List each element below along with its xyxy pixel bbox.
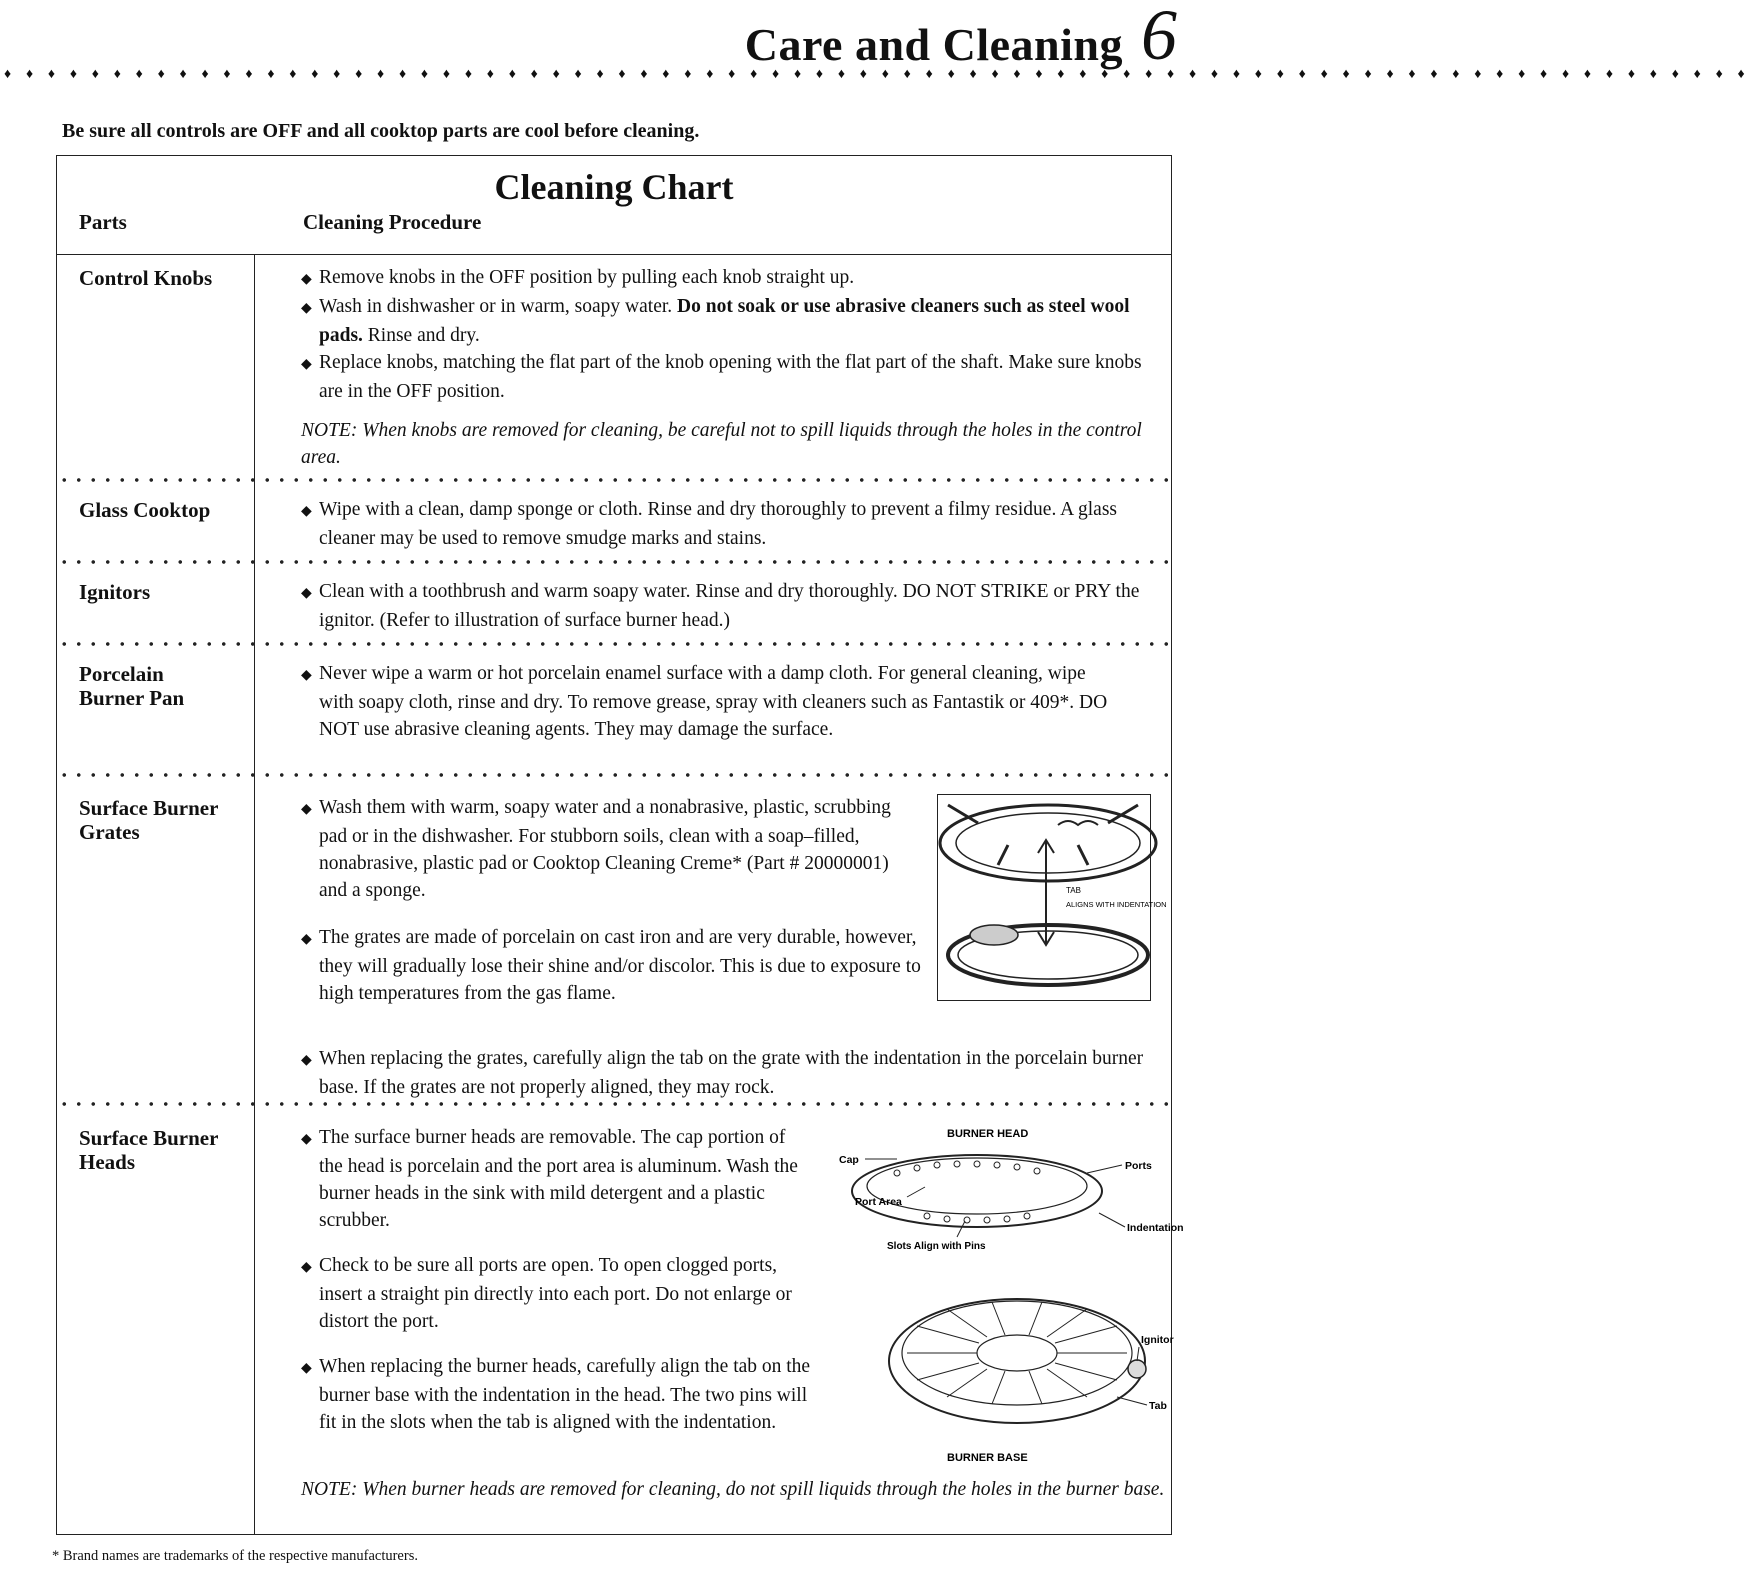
figure-label-aligns-text: ALIGNS WITH INDENTATION [1066, 900, 1167, 909]
bullet-warning: Do not soak or use abrasive cleaners such as steel wool pads. [319, 296, 1130, 346]
column-header-procedure: Cleaning Procedure [303, 210, 482, 234]
part-glass-cooktop: Glass Cooktop [79, 498, 211, 522]
intro-warning: Be sure all controls are OFF and all cooktop parts are cool before cleaning. [62, 120, 700, 142]
bullet-text: When replacing the burner heads, carefully align the tab on the burner base with the indentation in the head. The two pins will fit in the slots when the tab is aligned with the indentation. [319, 1356, 811, 1433]
bullet-text: When replacing the grates, carefully align the tab on the grate with the indentation in the porcelain burner base. If the grates are not properly aligned, they may rock. [319, 1048, 1144, 1098]
bullet-text: Wash in dishwasher or in warm, soapy water. [319, 296, 673, 317]
bullet-text: Remove knobs in the OFF position by pulling each knob straight up. [319, 267, 855, 288]
procedure-ignitors: ◆ Clean with a toothbrush and warm soapy water. Rinse and dry thoroughly. DO NOT STRIKE or PRY the ignitor. (Refer to illustration of surface burner head.) [301, 581, 1140, 631]
page-title: Care and Cleaning [744, 19, 1123, 70]
chapter-number: 6 [1141, 0, 1177, 75]
figure-label-aligns [1066, 900, 1167, 909]
header-divider [57, 254, 1171, 255]
note-control-knobs: NOTE: When knobs are removed for cleaning, be careful not to spill liquids through the holes in the control area. [301, 420, 1142, 468]
bullet-text: Rinse and dry. [367, 325, 480, 346]
procedure-porcelain-burner-pan: ◆ Never wipe a warm or hot porcelain enamel surface with a damp cloth. For general cleaning, wipe with soapy cloth, rinse and dry. To remove grease, spray with cleaners such as Fantastik or 409*. DO NOT use abrasive cleaning agents. They may damage the surface. [301, 663, 1108, 740]
procedure-surface-burner-grates: ◆ Wash them with warm, soapy water and a nonabrasive, plastic, scrubbing pad or in the dishwasher. For stubborn soils, clean with a soap–filled, nonabrasive, plastic pad or Cooktop Cleaning Creme* (Part # 20000001) and a sponge. ◆ The grates are made of porcelain on cast iron and are very durable, however, they will gradually lose their shine and/or discolor. This is due to exposure to high temperatures from the gas flame. [301, 797, 921, 1004]
figure-label-tab: TAB [1066, 886, 1081, 895]
part-control-knobs: Control Knobs [79, 266, 213, 290]
bullet-text: Never wipe a warm or hot porcelain enamel surface with a damp cloth. For general cleaning, wipe with soapy cloth, rinse and dry. To remove grease, spray with cleaners such as Fantastik or 409*. DO NOT use abrasive cleaning agents. They may damage the surface. [319, 663, 1108, 740]
grate-illustration [937, 794, 1167, 1001]
bullet-text: The surface burner heads are removable. The cap portion of the head is porcelain and the port area is aluminum. Wash the burner heads in the sink with mild detergent and a plastic scrubber. [319, 1127, 798, 1231]
bullet-text: Wash them with warm, soapy water and a nonabrasive, plastic, scrubbing pad or in the dishwasher. For stubborn soils, clean with a soap–filled, nonabrasive, plastic pad or Cooktop Cleaning Creme* (Part # 20000001) and a sponge. [319, 797, 891, 901]
part-surface-burner-heads: Surface Burner Heads [79, 1126, 219, 1174]
row-separator [57, 1100, 1171, 1108]
column-divider [254, 254, 255, 1534]
procedure-glass-cooktop: ◆ Wipe with a clean, damp sponge or cloth. Rinse and dry thoroughly to prevent a filmy residue. A glass cleaner may be used to remove smudge marks and stains. [301, 499, 1118, 549]
figure-label-slots: Slots Align with Pins [887, 1241, 986, 1252]
note-text: NOTE: When burner heads are removed for cleaning, do not spill liquids through the holes in the burner base. [301, 1479, 1165, 1500]
row-separator [57, 558, 1171, 566]
part-porcelain-burner-pan: Porcelain Burner Pan [79, 662, 185, 710]
bullet-text: Clean with a toothbrush and warm soapy water. Rinse and dry thoroughly. DO NOT STRIKE or PRY the ignitor. (Refer to illustration of surface burner head.) [319, 581, 1140, 631]
bullet-text: The grates are made of porcelain on cast iron and are very durable, however, they will gradually lose their shine and/or discolor. This is due to exposure to high temperatures from the gas flame. [319, 927, 921, 1004]
procedure-grates-replacing: ◆ When replacing the grates, carefully align the tab on the grate with the indentation in the porcelain burner base. If the grates are not properly aligned, they may rock. [301, 1048, 1144, 1098]
figure-label-indentation: Indentation [1127, 1222, 1184, 1234]
row-separator [57, 640, 1171, 648]
footnote: * Brand names are trademarks of the respective manufacturers. [52, 1548, 418, 1564]
chart-title: Cleaning Chart [494, 167, 734, 207]
column-header-parts: Parts [79, 210, 127, 234]
procedure-control-knobs: ◆ Remove knobs in the OFF position by pulling each knob straight up. ◆ Wash in dishwasher or in warm, soapy water. Do not soak or use abrasive cleaners such as steel wool pads. Rinse and dry. ◆ Replace knobs, matching the flat part of the knob opening with the flat part of the shaft. Make sure knobs are in the OFF position. NOTE: When knobs are removed for cleaning, be careful not to spill liquids through the holes in the control area. [301, 264, 1163, 491]
bullet-text: Check to be sure all ports are open. To open clogged ports, insert a straight pin directly into each port. Do not enlarge or distort the port. [319, 1255, 792, 1332]
cleaning-chart [56, 155, 1184, 1535]
procedure-surface-burner-heads: ◆ The surface burner heads are removable. The cap portion of the head is porcelain and the port area is aluminum. Wash the burner heads in the sink with mild detergent and a plastic scrubber. ◆ Check to be sure all ports are open. To open clogged ports, insert a straight pin directly into each port. Do not enlarge or distort the port. ◆ When replacing the burner heads, carefully align the tab on the burner base with the indentation in the head. The two pins will fit in the slots when the tab is aligned with the indentation. [301, 1127, 811, 1433]
figure-label-burner-head: BURNER HEAD [947, 1128, 1029, 1140]
burner-diagram-icon [787, 1121, 1184, 1466]
part-surface-burner-grates: Surface Burner Grates [79, 796, 219, 844]
burner-illustration [787, 1121, 1184, 1466]
bullet-text: Wipe with a clean, damp sponge or cloth. Rinse and dry thoroughly to prevent a filmy residue. A glass cleaner may be used to remove smudge marks and stains. [319, 499, 1118, 549]
decorative-dot-rule: ♦♦♦♦♦♦♦♦♦♦♦♦♦♦♦♦♦♦♦♦♦♦♦♦♦♦♦♦♦♦♦♦♦♦♦♦♦♦♦♦♦♦♦♦♦♦♦♦♦♦♦♦♦♦♦♦♦♦♦♦♦♦♦♦♦♦♦♦♦♦♦♦♦♦♦♦♦♦♦♦ [4, 67, 1759, 82]
figure-label-ports: Ports [1125, 1160, 1152, 1172]
figure-label-burner-base: BURNER BASE [947, 1452, 1028, 1464]
bullet-text: Replace knobs, matching the flat part of the knob opening with the flat part of the shaft. Make sure knobs are in the OFF position. [319, 352, 1142, 402]
part-ignitors: Ignitors [79, 580, 151, 604]
note-surface-burner-heads [301, 1476, 1166, 1503]
figure-label-cap: Cap [839, 1154, 859, 1166]
row-separator [57, 771, 1171, 779]
row-separator [57, 476, 1171, 484]
figure-label-ignitor: Ignitor [1141, 1334, 1174, 1346]
figure-label-tab: Tab [1149, 1400, 1167, 1412]
figure-label-port-area: Port Area [855, 1196, 902, 1208]
grate-diagram-icon [938, 795, 1167, 1000]
